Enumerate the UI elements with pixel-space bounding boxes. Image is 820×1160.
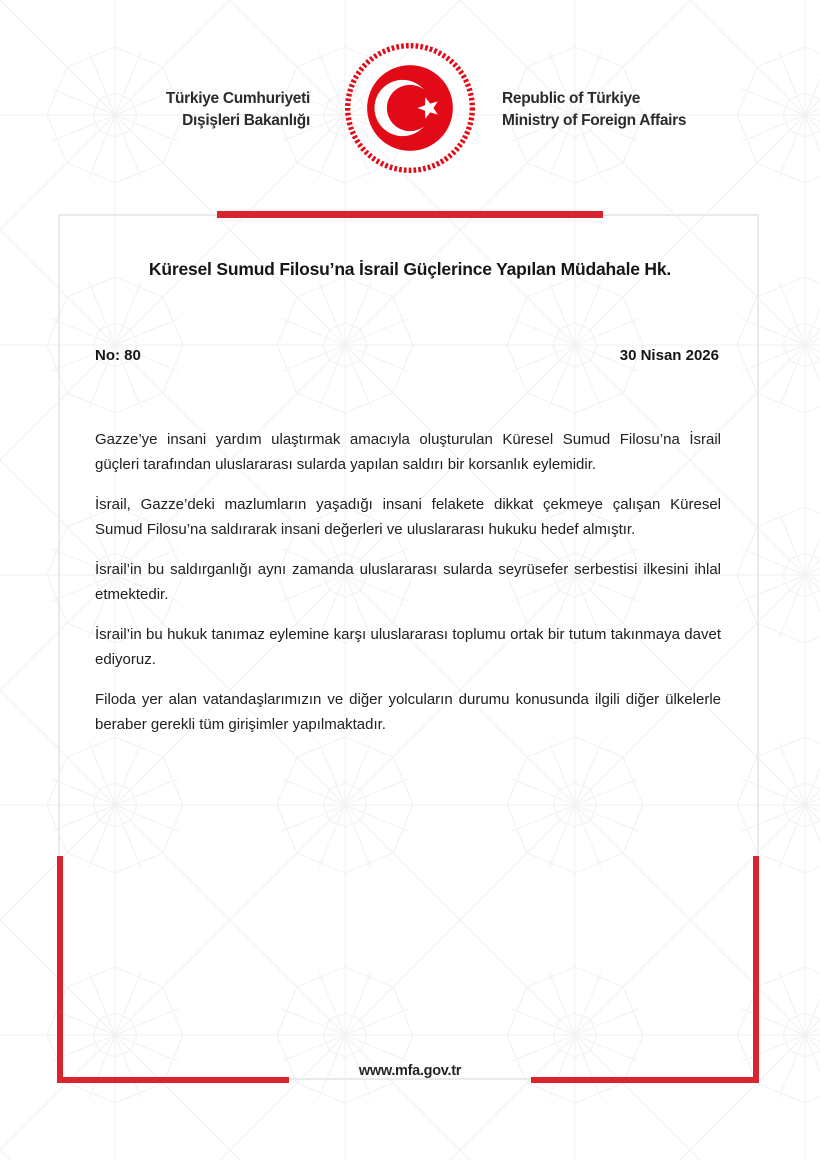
accent-bar-right: [753, 856, 759, 1082]
accent-bar-top: [217, 211, 603, 218]
ministry-name-en-line2: Ministry of Foreign Affairs: [502, 112, 687, 129]
ministry-name-tr-line2: Dışişleri Bakanlığı: [182, 112, 310, 129]
page-title: Küresel Sumud Filosu’na İsrail Güçlerince Yapılan Müdahale Hk.: [148, 259, 672, 279]
document-body: [95, 427, 721, 752]
website-url: www.mfa.gov.tr: [358, 1063, 462, 1079]
ministry-name-en-line1: Republic of Türkiye: [502, 90, 641, 107]
ministry-name-turkish: [88, 88, 310, 132]
ministry-name-tr-line1: Türkiye Cumhuriyeti: [165, 90, 310, 107]
paragraph: Gazze’ye insani yardım ulaştırmak amacıyla oluşturulan Küresel Sumud Filosu’na İsrail güçleri tarafından uluslararası sularda yapılan saldırı bir korsanlık eylemidir.: [95, 431, 721, 473]
paragraph: Filoda yer alan vatandaşlarımızın ve diğer yolcuların durumu konusunda ilgili diğer ülkelerle beraber gerekli tüm girişimler yapılmaktadır.: [95, 691, 721, 733]
paragraph: İsrail’in bu saldırganlığı aynı zamanda uluslararası sularda seyrüsefer serbestisi ilkesini ihlal etmektedir.: [95, 561, 721, 603]
accent-bar-left: [57, 856, 63, 1082]
mfa-emblem-icon: [343, 41, 477, 175]
document-meta-row: [95, 347, 719, 364]
ministry-name-english: [502, 88, 742, 132]
paragraph: İsrail, Gazze’deki mazlumların yaşadığı insani felakete dikkat çekmeye çalışan Küresel Sumud Filosu’na saldırarak insani değerleri ve uluslararası hukuku hedef almıştır.: [95, 496, 721, 538]
document-date: 30 Nisan 2026: [619, 347, 719, 364]
paragraph: İsrail’in bu hukuk tanımaz eylemine karşı uluslararası toplumu ortak bir tutum takınmaya davet ediyoruz.: [95, 626, 721, 668]
document-number: No: 80: [95, 347, 141, 364]
